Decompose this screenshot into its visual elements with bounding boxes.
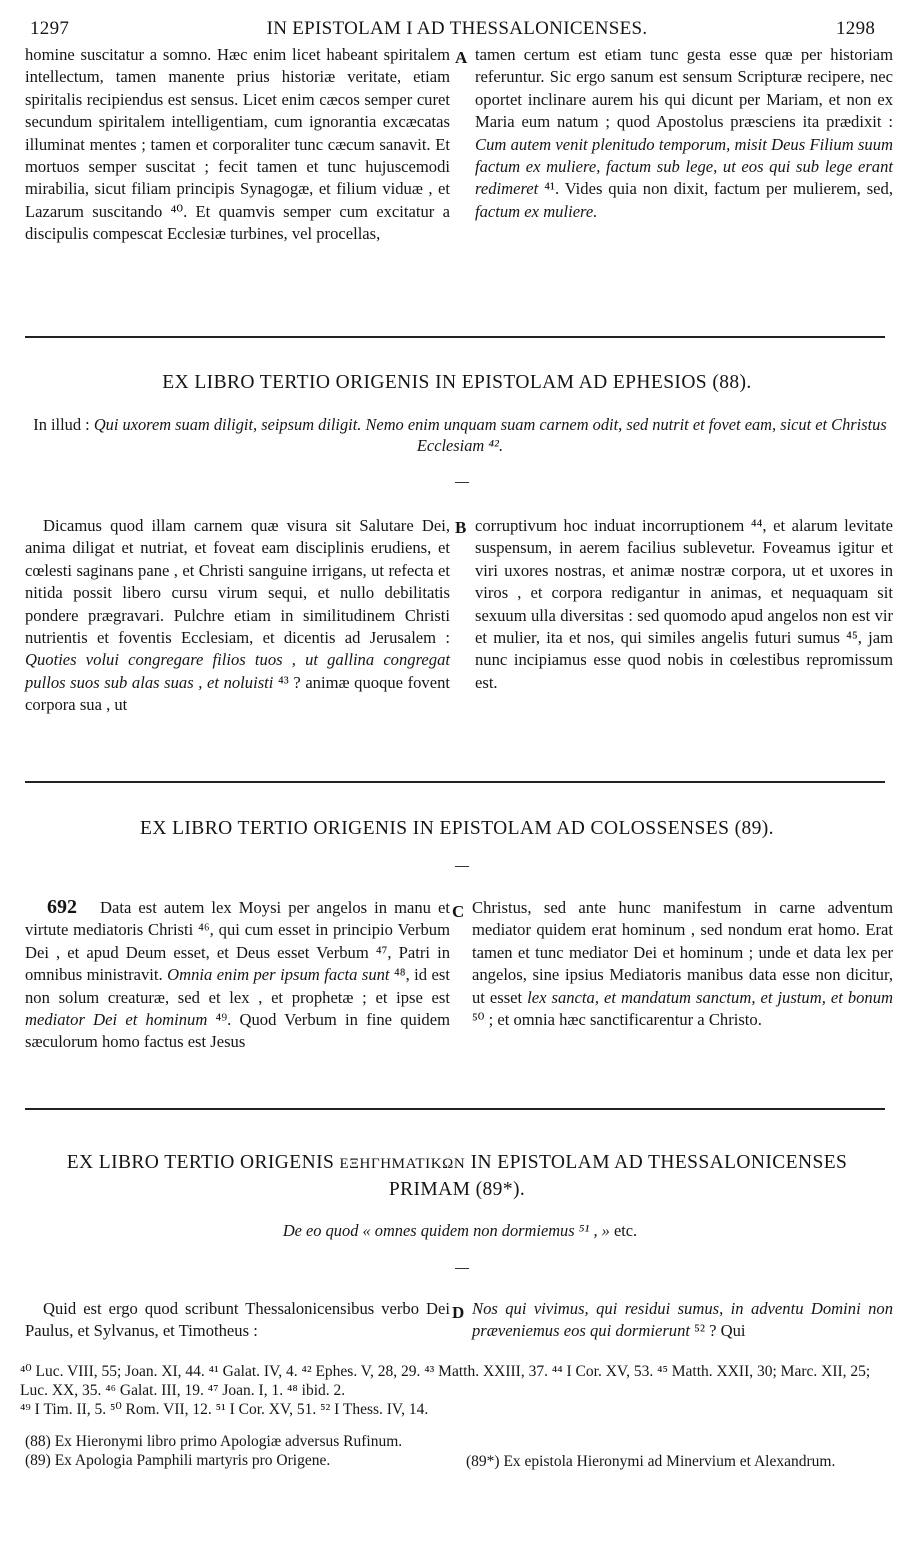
editor-notes-left — [25, 1432, 450, 1470]
section-89b-title-greek: ΕΞΗΓΗΜΑΤΙΚΩΝ — [339, 1156, 466, 1172]
margin-column-number: 692 — [47, 896, 77, 918]
sec89b-right-text: ⁵² ? Qui — [694, 1321, 746, 1341]
subtitle-quote: De eo quod « omnes quidem non dormiemus ⁵¹ , » — [282, 1221, 610, 1240]
sec88-left-text: Dicamus quod illam carnem quæ visura sit Salutare Dei, anima diligat et nutriat, et foveat eam disciplinis erudiens, et cœlesti saginans pane , et Christi sanguine irrigans, ut refecta et nitida possit libero cursu virum sequi, et nullo debilitatis pondere prægravari. Pulchre etiam in similitudinem Christi nutrientis et foventis Ecclesiam, et dicentis ad Jerusalem : — [25, 516, 450, 648]
top-right-text: tamen certum est etiam tunc gesta esse quæ per historiam referuntur. Sic ergo sanum est sensum Scripturæ recipere, nec oportet inclinare aurem his qui dicunt per Mariam, et non ex Maria eum natum ; quod Apostolus præsciens ita prædixit : — [475, 45, 893, 132]
sec88-right-text: corruptivum hoc induat incorruptionem ⁴⁴, et alarum levitate suspensum, in aerem facilius sublevetur. Foveamus igitur et viri uxores nostras, et animæ nostræ corpora, ut et uxores in viros , et corpora redigantur in animas, et nequaquam sit sexuum ulla diversitas : sed quomodo apud angelos non est vir et mulier, ita et nos, qui similes angelis futuri sumus ⁴⁵, jam nunc incipiamus esse quod nobis in cœlestibus repromissum est. — [475, 516, 893, 692]
sec88-left-column — [25, 515, 450, 717]
column-marker-d: D — [452, 1303, 465, 1322]
section-divider — [25, 781, 885, 783]
subtitle-quote: Qui uxorem suam diligit, seipsum diligit. Nemo enim unquam suam carnem odit, sed nutrit et fovet eam, sicut et Christus Ecclesiam ⁴². — [93, 415, 887, 455]
column-marker-c: C — [452, 902, 465, 921]
sec89b-right-quote: Nos qui vivimus, qui residui sumus, in adventu Domini non præveniemus eos qui dormierunt — [472, 1299, 893, 1341]
sec89-right-quote: lex sancta, et mandatum sanctum, et justum, et bonum — [527, 987, 893, 1007]
top-left-text: homine suscitatur a somno. Hæc enim licet habeant spiritalem intellectum, tamen manente prius historiæ veritate, etiam spiritalis recipiendus est sensus. Licet enim cæcos semper curet secundum spiritalem intelligentiam, cum ignorantia excæcatas illuminat mentes ; tamen et corporaliter tunc cæcum sanavit. Et mortuos semper suscitat ; fecit tamen et tunc hujuscemodi mirabilia, sicut filiam principis Synagogæ, et filium viduæ , et Lazarum suscitando ⁴⁰. Et quamvis semper cum excitatur a discipulis compescat Ecclesiæ turbines, vel procellas, — [25, 45, 450, 244]
note-89: (89) Ex Apologia Pamphili martyris pro Origene. — [25, 1452, 331, 1469]
footnote-line: ⁴⁰ Luc. VIII, 55; Joan. XI, 44. ⁴¹ Galat. IV, 4. ⁴² Ephes. V, 28, 29. ⁴³ Matth. XXIII, 37. ⁴⁴ I Cor. XV, 53. ⁴⁵ Matth. XXII, 30; Marc. XII, 25; Luc. XX, 35. ⁴⁶ Galat. III, 19. ⁴⁷ Joan. I, 1. ⁴⁸ ibid. 2. — [20, 1363, 871, 1399]
section-89b-title — [20, 1150, 894, 1203]
column-marker-b: B — [455, 518, 467, 537]
sec89b-right-column — [472, 1298, 893, 1343]
top-right-text-2: . Vides quia non dixit, factum per mulierem, sed, — [554, 179, 893, 199]
top-left-column — [25, 44, 450, 246]
sec89-left-text: Data est autem lex Moysi per angelos in manu et virtute mediatoris Christi ⁴⁶, qui cum esset in principio Verbum Dei , et apud Deum esset, et Deus esset Verbum ⁴⁷, Patri in omnibus ministravit. — [25, 898, 450, 985]
section-89b-title-a: EX LIBRO TERTIO ORIGENIS — [66, 1152, 335, 1173]
sec89-right-text-2: ⁵⁰ ; et omnia hæc sanctificarentur a Christo. — [472, 1010, 762, 1030]
note-89b: (89*) Ex epistola Hieronymi ad Minervium et Alexandrum. — [466, 1453, 836, 1470]
sec88-left-text-2: ⁴³ ? animæ quoque fovent corpora sua , ut — [25, 672, 450, 715]
top-right-quote-2: factum ex muliere. — [475, 201, 598, 221]
top-right-quote: Cum autem venit plenitudo temporum, misit Deus Filium suum factum ex muliere, factum sub lege, ut eos qui sub lege erant redimeret — [475, 134, 893, 199]
page-number-right: 1298 — [836, 18, 876, 39]
section-divider — [25, 336, 885, 338]
sec89-right-column — [472, 897, 893, 1031]
section-89-title: EX LIBRO TERTIO ORIGENIS IN EPISTOLAM AD COLOSSENSES (89). — [140, 818, 774, 839]
section-divider — [25, 1108, 885, 1110]
sec89-left-quote: Omnia enim per ipsum facta sunt — [167, 965, 390, 985]
footnote-ref-41: ⁴¹ — [544, 179, 555, 199]
sec88-right-column — [475, 515, 893, 694]
sec89-left-column — [25, 897, 450, 1054]
running-title: IN EPISTOLAM I AD THESSALONICENSES. — [266, 18, 648, 39]
top-right-column — [475, 44, 893, 223]
section-dash — [455, 866, 469, 867]
section-89b-title-b: IN EPISTOLAM AD THESSALONICENSES — [470, 1152, 848, 1173]
sec88-left-quote: Quoties volui congregare filios tuos , ut gallina congregat pullos suos sub alas suas , et noluisti — [25, 650, 450, 692]
sec89-left-text-2: ⁴⁸, id est non solum creaturæ, sed et lex , et prophetæ ; et ipse est — [25, 965, 450, 1007]
scripture-footnotes — [20, 1362, 892, 1419]
sec89b-left-text: Quid est ergo quod scribunt Thessalonicensibus verbo Dei Paulus, et Sylvanus, et Timotheus : — [25, 1299, 450, 1341]
editor-notes-right — [466, 1452, 892, 1471]
footnote-line: ⁴⁹ I Tim. II, 5. ⁵⁰ Rom. VII, 12. ⁵¹ I Cor. XV, 51. ⁵² I Thess. IV, 14. — [20, 1401, 429, 1418]
sec89b-left-column — [25, 1298, 450, 1343]
section-dash — [455, 1268, 469, 1269]
section-89b-subtitle — [25, 1220, 895, 1241]
section-88-subtitle — [25, 414, 895, 456]
column-marker-a: A — [455, 48, 468, 67]
page-number-left: 1297 — [30, 18, 70, 39]
section-89b-title-c: PRIMAM (89*). — [388, 1179, 526, 1200]
sec89-left-text-3: ⁴⁹. Quod Verbum in fine quidem sæculorum homo factus est Jesus — [25, 1010, 450, 1052]
section-dash — [455, 482, 469, 483]
section-88-title: EX LIBRO TERTIO ORIGENIS IN EPISTOLAM AD EPHESIOS (88). — [162, 372, 752, 393]
subtitle-etc: etc. — [613, 1221, 638, 1240]
note-88: (88) Ex Hieronymi libro primo Apologiæ adversus Rufinum. — [25, 1433, 403, 1450]
sec89-right-text: Christus, sed ante hunc manifestum in carne adventum mediator quidem erat hominum , sed nondum erat homo. Erat tamen et tunc mediator Dei et hominum ; unde et data lex per angelos, sine ipsius Mediatoris manibus data esse non dicitur, ut esset — [472, 898, 893, 1007]
sec89-left-quote-2: mediator Dei et hominum — [25, 1010, 208, 1030]
subtitle-lead: In illud : — [33, 415, 90, 434]
